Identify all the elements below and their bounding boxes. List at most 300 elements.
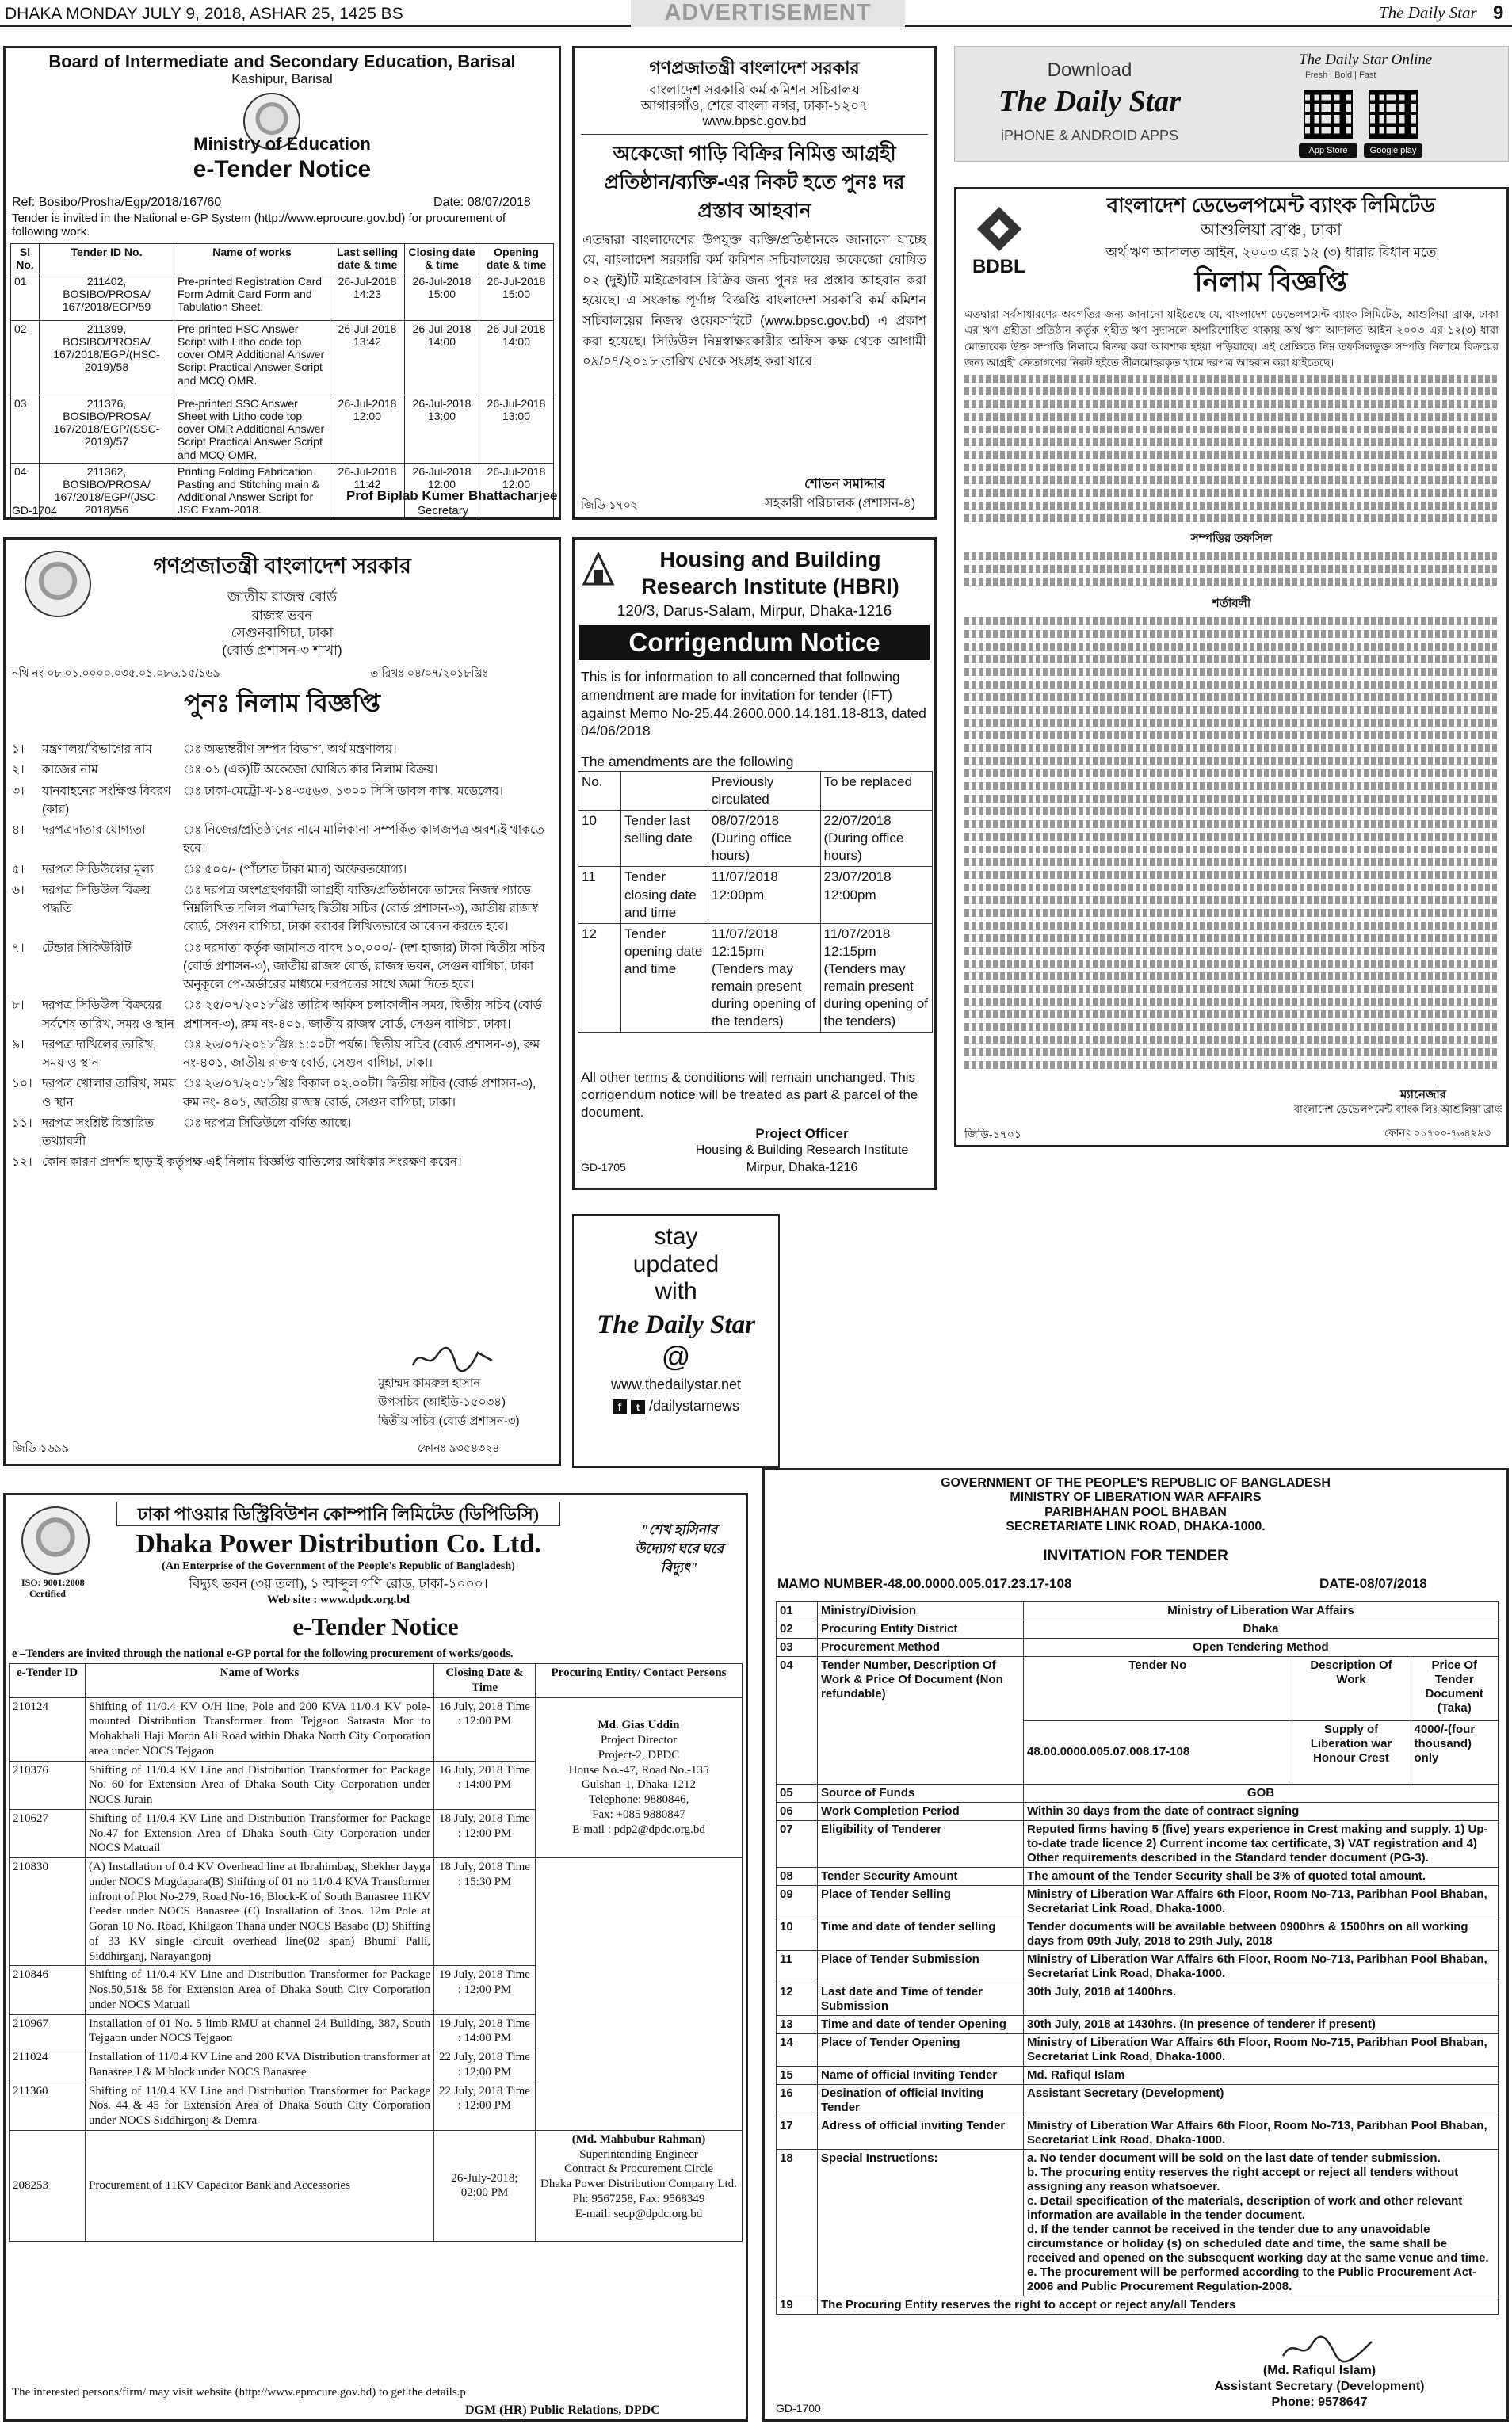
bdbl-conditions-heading: শর্তাবলী bbox=[1212, 597, 1251, 610]
cell: Ministry of Liberation War Affairs 6th Floor, Room No-713, Paribhan Pool Bhaban, Secretariat Link Road, Dhaka-1000. bbox=[1024, 1951, 1499, 1983]
molwa-date: DATE-08/07/2018 bbox=[1319, 1576, 1427, 1591]
item-no: ৬। bbox=[12, 883, 25, 897]
table-row bbox=[777, 2016, 1499, 2034]
item-value: কোন কারণ প্রদর্শন ছাড়াই কর্তৃপক্ষ এই নিলাম বিজ্ঞপ্তি বাতিলের অধিকার সংরক্ষণ করেন। bbox=[42, 1155, 462, 1170]
divider bbox=[581, 134, 928, 135]
item-no: ৫। bbox=[12, 862, 25, 876]
cell: 18 July, 2018 Time : 15:30 PM bbox=[434, 1858, 536, 1966]
masthead-brand: The Daily Star bbox=[1379, 3, 1477, 22]
hbri-amend: The amendments are the following bbox=[581, 754, 794, 769]
cell: 22 July, 2018 Time : 12:00 PM bbox=[434, 2048, 536, 2082]
bdbl-schedule-heading: সম্পত্তির তফসিল bbox=[1190, 532, 1273, 545]
nbr-dept: রাজস্ব ভবন bbox=[251, 608, 313, 623]
cell: Tender No bbox=[1024, 1657, 1292, 1720]
cell: 208253 bbox=[10, 2130, 86, 2241]
table-row bbox=[777, 1983, 1499, 2016]
item-no: ৩। bbox=[12, 784, 25, 798]
hbri-title1: Housing and Building bbox=[659, 548, 881, 571]
nbr-signer-title2: দ্বিতীয় সচিব (বোর্ড প্রশাসন-৩) bbox=[378, 1414, 520, 1428]
cell: Assistant Secretary (Development) bbox=[1024, 2085, 1499, 2117]
cell: Special Instructions: bbox=[818, 2150, 1024, 2296]
bdbl-name: বাংলাদেশ ডেভেলপমেন্ট ব্যাংক লিমিটেড bbox=[1106, 193, 1436, 217]
cell: 09 bbox=[777, 1886, 818, 1918]
cell: 26-Jul-2018 14:23 bbox=[330, 273, 405, 321]
list-item: c. Detail specification of the materials, description of work and other relevant information are available in the tender document. bbox=[1027, 2194, 1463, 2222]
cell: 22 July, 2018 Time : 12:00 PM bbox=[434, 2082, 536, 2130]
bise-date: Date: 08/07/2018 bbox=[433, 196, 531, 209]
cell: 22/07/2018 (During office hours) bbox=[820, 811, 933, 867]
list-item bbox=[12, 1114, 552, 1151]
molwa-signer: (Md. Rafiqul Islam) bbox=[1262, 2364, 1376, 2377]
list-item: d. If the tender cannot be received in the tender due to any unavoidable circumstance or holiday (s) on scheduled date and time, the same shall be received and opened on the subsequent working day at the same venue and time. bbox=[1027, 2223, 1489, 2265]
molwa-signer-title: Assistant Secretary (Development) bbox=[1214, 2380, 1425, 2393]
nbr-rows bbox=[12, 738, 552, 1174]
app-download-banner[interactable] bbox=[954, 46, 1509, 162]
nbr-org: জাতীয় রাজস্ব বোর্ড bbox=[227, 589, 338, 605]
table-row bbox=[777, 1620, 1499, 1639]
molwa-inner-table bbox=[1024, 1657, 1498, 1784]
section-title: ADVERTISEMENT bbox=[631, 0, 905, 27]
cell: 211402, BOSIBO/PROSA/ 167/2018/EGP/59 bbox=[40, 273, 174, 321]
item-value: ঃ ৫০০/- (পাঁচশত টাকা মাত্র) অফেরতযোগ্য। bbox=[183, 862, 407, 876]
cell: 30th July, 2018 at 1400hrs. bbox=[1024, 1983, 1499, 2016]
item-key: যানবাহনের সংক্ষিপ্ত বিবরণ (কার) bbox=[42, 784, 171, 816]
dpdc-etender-ad bbox=[3, 1493, 748, 2422]
cell: 11/07/2018 12:00pm bbox=[708, 867, 821, 923]
cell: Ministry of Liberation War Affairs 6th Floor, Room No-713, Paribhan Pool Bhaban, Secretariat Link Road, Dhaka-1000. bbox=[1024, 1886, 1499, 1918]
cell: 11 bbox=[578, 867, 621, 923]
cell: (A) Installation of 0.4 KV Overhead line at Ibrahimbag, Shekher Jayga under NOCS Mugdapara(B) Shifting of 01 no 11/0.4 KVA Transformer infront of Plot No-279, Road No-16, Block-K of South Banasree 11KV Feeder under NOCS Banasree (C) Installation of 3nos. 12m Pole at Goran 10 No. Road, Khilgaon Thana under NOCS Basabo (D) Shifting of 33 KV single circuit overhead line(02 span) Bhumi Palli, Siddhirganj, Narayangonj bbox=[86, 1858, 434, 1966]
cell: Shifting of 11/0.4 KV Line and Distribution Transformer for Package No.47 for Extension Area of Dhaka South City Corporation under NOCS Matuail bbox=[86, 1809, 434, 1857]
nbr-signer: মুহাম্মদ কামরুল হাসান bbox=[378, 1376, 481, 1390]
table-row bbox=[777, 1657, 1499, 1785]
bise-etender-ad bbox=[3, 46, 561, 520]
cell: Tender documents will be available between 0900hrs & 1500hrs on all working days from 09th July, 2018 to 29th July, 2018 bbox=[1024, 1918, 1499, 1951]
cell: 12 bbox=[578, 923, 621, 1033]
cell bbox=[536, 1858, 743, 2131]
cell: Within 30 days from the date of contract signing bbox=[1024, 1803, 1499, 1821]
cell: 19 July, 2018 Time : 12:00 PM bbox=[434, 1966, 536, 2014]
table-row bbox=[777, 1918, 1499, 1951]
cell: Work Completion Period bbox=[818, 1803, 1024, 1821]
cell: Installation of 11/0.4 KV Line and 200 KVA Distribution transformer at Banasree J & M block under NOCS Banasree bbox=[86, 2048, 434, 2082]
cell: Pre-printed SSC Answer Sheet with Litho code top cover OMR Additional Answer Script Practical Answer Script and MCQ OMR. bbox=[174, 395, 330, 463]
list-item bbox=[12, 1153, 552, 1171]
cell: 210376 bbox=[10, 1761, 86, 1809]
cell: Printing Folding Fabrication Pasting and Stitching main & Additional Answer Script for JSC Exam-2018. bbox=[174, 463, 330, 520]
list-item bbox=[12, 740, 552, 758]
item-value: ঃ দরদাতা কর্তৃক জামানত বাবদ ১০,০০০/- (দশ হাজার) টাকা দ্বিতীয় সচিব (বোর্ড প্রশাসন-৩), জাতীয় রাজস্ব বোর্ড, রাজস্ব ভবন, সেগুন বাগিচা, ঢাকা অনুকূলে পে-অর্ডারের মাধ্যমে দরপত্রের সাথে জমা দিতে হবে। bbox=[183, 941, 545, 991]
table-row bbox=[10, 1697, 743, 1761]
item-key: দরপত্র সংশ্লিষ্ট বিস্তারিত তথ্যাবলী bbox=[42, 1116, 155, 1148]
cell: 11 bbox=[777, 1951, 818, 1983]
cell: 11/07/2018 12:15pm (Tenders may remain present during opening of the tenders) bbox=[820, 923, 933, 1033]
table-row bbox=[578, 867, 933, 923]
bise-col-opening: Opening date & time bbox=[479, 244, 554, 273]
hbri-officer-org: Housing & Building Research Institute bbox=[695, 1143, 909, 1157]
cell: Procurement of 11KV Capacitor Bank and Accessories bbox=[86, 2130, 434, 2241]
list-item: e. The procurement will be performed according to the Public Procurement Act-2006 and Public Procurement Regulation-2008. bbox=[1027, 2266, 1477, 2293]
cell: Time and date of tender selling bbox=[818, 1918, 1024, 1951]
list-item bbox=[12, 996, 552, 1033]
item-no: ৯। bbox=[12, 1037, 25, 1052]
cell: 4000/-(four thousand) only bbox=[1411, 1720, 1498, 1784]
cell: Procurement Method bbox=[818, 1639, 1024, 1657]
list-item bbox=[12, 1075, 552, 1112]
promo-web-link[interactable]: www.thedailystar.net bbox=[610, 1376, 742, 1392]
cell: Md. Rafiqul Islam bbox=[1024, 2067, 1499, 2085]
promo-social[interactable] bbox=[574, 1398, 778, 1414]
item-no: ২। bbox=[12, 763, 25, 777]
item-value: ঃ দরপত্র সিডিউলে বর্ণিত আছে। bbox=[183, 1116, 352, 1130]
bise-table-header bbox=[11, 244, 554, 273]
cell: 30th July, 2018 at 1430hrs. (In presence of tenderer if present) bbox=[1024, 2016, 1499, 2034]
dpdc-slogan: "শেখ হাসিনার উদ্যোগ ঘরে ঘরে বিদ্যুৎ" bbox=[635, 1522, 724, 1575]
bdbl-branch: আশুলিয়া ব্রাঞ্চ, ঢাকা bbox=[1200, 221, 1342, 239]
item-value: ঃ ০১ (এক)টি অকেজো ঘোষিত কার নিলাম বিক্রয়। bbox=[183, 763, 438, 777]
cell: 08 bbox=[777, 1868, 818, 1886]
bdbl-schedule-text bbox=[964, 548, 1499, 594]
table-row bbox=[777, 2067, 1499, 2085]
table-row bbox=[11, 395, 554, 463]
item-key: টেন্ডার সিকিউরিটি bbox=[42, 941, 132, 955]
hbri-table-header bbox=[578, 772, 933, 811]
molwa-memo: MAMO NUMBER-48.00.0000.005.017.23.17-108 bbox=[777, 1576, 1072, 1591]
cell: Supply of Liberation war Honour Crest bbox=[1292, 1720, 1411, 1784]
dpdc-contact2 bbox=[536, 2130, 743, 2241]
bpsc-body: এতদ্বারা বাংলাদেশের উপযুক্ত ব্যক্তি/প্রতিষ্ঠানকে জানানো যাচ্ছে যে, বাংলাদেশ সরকারি কর্ম কমিশন সচিবালয়ের অকেজো ঘোষিত ০২ (দুই)টি মাইক্রোবাস বিক্রির জন্য পুনঃ দর প্রস্তাব আহবান করা হয়েছে। এ সংক্রান্ত পূর্ণাঙ্গ বিজ্ঞপ্তি বাংলাদেশ সরকারি কর্ম কমিশন সচিবালয়ের নিজস্ব ওয়েবসাইটে (www.bpsc.gov.bd) এ প্রকাশ করা হয়েছে। সিডিউল নিম্নস্বাক্ষরকারীর অফিস কক্ষ থেকে আগামী ০৯/০৭/২০১৮ তারিখ থেকে সংগ্রহ করা যাবে। bbox=[582, 232, 926, 369]
promo-line3: with bbox=[655, 1278, 697, 1304]
table-row bbox=[578, 923, 933, 1033]
cell bbox=[1024, 1657, 1499, 1785]
table-row bbox=[777, 2085, 1499, 2117]
molwa-ministry: MINISTRY OF LIBERATION WAR AFFAIRS bbox=[1010, 1491, 1262, 1505]
item-no: ৭। bbox=[12, 941, 25, 955]
bise-place: Kashipur, Barisal bbox=[231, 71, 333, 87]
cell: 19 July, 2018 Time : 14:00 PM bbox=[434, 2014, 536, 2048]
hbri-col-replaced: To be replaced bbox=[820, 772, 933, 811]
table-row bbox=[777, 1803, 1499, 1821]
cell: 05 bbox=[777, 1785, 818, 1803]
list-item bbox=[12, 881, 552, 937]
dateline: DHAKA MONDAY JULY 9, 2018, ASHAR 25, 1425 BS bbox=[5, 5, 403, 23]
online-brand: The Daily Star Online bbox=[1299, 52, 1433, 68]
item-key: দরপত্র খোলার তারিখ, সময় ও স্থান bbox=[42, 1077, 176, 1109]
item-key: দরপত্র সিডিউলের মূল্য bbox=[42, 862, 154, 876]
download-label: Download bbox=[1047, 59, 1132, 81]
item-key: দরপত্র সিডিউল বিক্রয় পদ্ধতি bbox=[42, 883, 151, 915]
cell: Ministry of Liberation War Affairs 6th Floor, Room No-713, Paribhan Pool Bhaban, Secretariat Link Road, Dhaka-1000. bbox=[1024, 2117, 1499, 2150]
bise-col-sl: Sl No. bbox=[11, 244, 40, 273]
bdbl-manager-org: বাংলাদেশ ডেভেলপমেন্ট ব্যাংক লিঃ আশুলিয়া ব্রাঞ্চ bbox=[1293, 1103, 1503, 1115]
cell: Open Tendering Method bbox=[1024, 1639, 1499, 1657]
table-row bbox=[1024, 1657, 1498, 1720]
promo-line2: updated bbox=[632, 1250, 720, 1277]
dpdc-dgm: DGM (HR) Public Relations, DPDC bbox=[465, 2403, 660, 2417]
contact-line: E-mail : pdp2@dpdc.org.bd bbox=[572, 1823, 705, 1836]
bpsc-web: www.bpsc.gov.bd bbox=[702, 113, 807, 129]
table-row bbox=[777, 2150, 1499, 2296]
item-key: দরপত্র দাখিলের তারিখ, সময় ও স্থান bbox=[42, 1037, 157, 1070]
dpdc-col-id: e-Tender ID bbox=[10, 1664, 86, 1698]
contact-line: Md. Gias Uddin bbox=[598, 1719, 680, 1732]
molwa-special-instructions bbox=[1024, 2150, 1499, 2296]
bpsc-gd: জিডি-১৭০২ bbox=[581, 498, 638, 511]
item-no: ১১। bbox=[12, 1116, 32, 1130]
cell: 48.00.0000.005.07.008.17-108 bbox=[1024, 1720, 1292, 1784]
dpdc-table-header bbox=[10, 1664, 743, 1698]
cell: 12 bbox=[777, 1983, 818, 2016]
bdbl-body: এতদ্বারা সর্বসাধারণের অবগতির জন্য জানানো যাইতেছে যে, বাংলাদেশ ডেভেলপমেন্ট ব্যাংক লিমিটেড, আশুলিয়া ব্রাঞ্চ, ঢাকা এর ঋণ গ্রহীতা প্রতিষ্ঠান কর্তৃক গৃহীত ঋণ সুদাসলে অপরিশোধিত থাকায় অর্থ ঋণ আদালত আইন ২০০৩ এর ১২(৩) ধারা মোতাবেক উক্ত সম্পত্তি নিলামে বিক্রয় করা আবশ্যক হইয়া পড়িয়াছে। এই প্রেক্ষিতে নিম্ন তফসিলভুক্ত সম্পত্তি নিলামে বিক্রয়ের জন্য আগ্রহী ক্রেতাগণের নিকট হইতে সীলমোহরকৃত খামে দরপত্র আহবান করা যাইতেছে। bbox=[964, 308, 1499, 368]
bise-table bbox=[10, 243, 554, 520]
molwa-road: SECRETARIATE LINK ROAD, DHAKA-1000. bbox=[1006, 1520, 1266, 1534]
contact-line: Contract & Procurement Circle bbox=[564, 2163, 713, 2176]
hbri-banner: Corrigendum Notice bbox=[579, 625, 930, 660]
item-value: ঃ ২৫/০৭/২০১৮খ্রিঃ তারিখ অফিস চলাকালীন সময়, দ্বিতীয় সচিব (বোর্ড প্রশাসন-৩), রুম নং-৪০১, জাতীয় রাজস্ব বোর্ড, সেগুন বাগিচা, ঢাকা। bbox=[183, 998, 543, 1031]
nbr-signature-icon bbox=[410, 1343, 497, 1373]
nbr-gd: জিডি-১৬৯৯ bbox=[12, 1441, 69, 1454]
promo-at: @ bbox=[661, 1340, 691, 1373]
table-row bbox=[777, 1602, 1499, 1620]
cell: 211362, BOSIBO/PROSA/ 167/2018/EGP/(JSC-2018)/56 bbox=[40, 463, 174, 520]
cell: GOB bbox=[1024, 1785, 1499, 1803]
cell: 26-Jul-2018 14:00 bbox=[405, 321, 479, 395]
item-value: ঃ ২৬/০৭/২০১৮খ্রিঃ বিকাল ০২.০০টা। দ্বিতীয় সচিব (বোর্ড প্রশাসন-৩), রুম নং- ৪০১, জাতীয় রাজস্ব বোর্ড, সেগুন বাগিচা, ঢাকা। bbox=[183, 1077, 536, 1109]
google-play-button[interactable]: Google play bbox=[1364, 143, 1422, 158]
cell: 211360 bbox=[10, 2082, 86, 2130]
cell: Shifting of 11/0.4 KV Line and Distribution Transformer for Package Nos. 44 & 45 for Extension Area of Dhaka South City Corporation under NOCS Siddhirgonj & Demra bbox=[86, 2082, 434, 2130]
cell: 13 bbox=[777, 2016, 818, 2034]
cell: Ministry/Division bbox=[818, 1602, 1024, 1620]
cell: 11/07/2018 12:15pm (Tenders may remain present during opening of the tenders) bbox=[708, 923, 821, 1033]
cell: Place of Tender Selling bbox=[818, 1886, 1024, 1918]
cell: 01 bbox=[11, 273, 40, 321]
item-value: ঃ নিজের/প্রতিষ্ঠানের নামে মালিকানা সম্পর্কিত কাগজপত্র অবশ্যই থাকতে হবে। bbox=[183, 823, 544, 856]
nbr-phone: ফোনঃ ৯৩৫৪৩২৪ bbox=[418, 1441, 500, 1454]
cell: Eligibility of Tenderer bbox=[818, 1821, 1024, 1868]
item-no: ৪। bbox=[12, 823, 25, 837]
cell: 19 bbox=[777, 2296, 818, 2315]
item-no: ১। bbox=[12, 742, 25, 756]
nbr-gov: গণপ্রজাতন্ত্রী বাংলাদেশ সরকার bbox=[153, 554, 411, 578]
cell: 210846 bbox=[10, 1966, 86, 2014]
nbr-section: (বোর্ড প্রশাসন-৩ শাখা) bbox=[222, 643, 342, 658]
list-item bbox=[12, 821, 552, 858]
cell: 23/07/2018 12:00pm bbox=[820, 867, 933, 923]
table-row bbox=[777, 2117, 1499, 2150]
nbr-title: পুনঃ নিলাম বিজ্ঞপ্তি bbox=[184, 689, 380, 717]
contact-line: Project-2, DPDC bbox=[598, 1748, 680, 1762]
cell: 26-July-2018; 02:00 PM bbox=[434, 2130, 536, 2241]
table-row bbox=[777, 1821, 1499, 1868]
bdbl-phone: ফোনঃ ০১৭০০-৭৬৪২৯৩ bbox=[1384, 1127, 1491, 1139]
bdbl-body-fine-print bbox=[964, 370, 1499, 529]
cell: Tender last selling date bbox=[621, 811, 708, 867]
dpdc-web: Web site : www.dpdc.org.bd bbox=[266, 1594, 410, 1606]
table-row bbox=[777, 1886, 1499, 1918]
molwa-signature-icon bbox=[1280, 2335, 1375, 2364]
bdbl-logo-icon bbox=[976, 205, 1023, 253]
cell: 26-Jul-2018 14:00 bbox=[479, 321, 554, 395]
bise-col-works: Name of works bbox=[174, 244, 330, 273]
hbri-col-item bbox=[621, 772, 708, 811]
hbri-addr: 120/3, Darus-Salam, Mirpur, Dhaka-1216 bbox=[617, 603, 892, 620]
bise-notice-title: e-Tender Notice bbox=[193, 156, 372, 182]
bdbl-auction-ad bbox=[954, 187, 1509, 1147]
bpsc-vehicle-sale-ad bbox=[572, 46, 937, 520]
cell: 210627 bbox=[10, 1809, 86, 1857]
bise-col-selling: Last selling date & time bbox=[330, 244, 405, 273]
dpdc-certified: Certified bbox=[29, 1588, 66, 1599]
cell: 18 bbox=[777, 2150, 818, 2296]
cell: 26-Jul-2018 13:42 bbox=[330, 321, 405, 395]
cell: Time and date of tender Opening bbox=[818, 2016, 1024, 2034]
hbri-footer: All other terms & conditions will remain unchanged. This corrigendum notice will be treated as part & parcel of the document. bbox=[581, 1070, 918, 1120]
app-store-button[interactable]: App Store bbox=[1299, 143, 1357, 158]
list-item bbox=[12, 939, 552, 994]
bpsc-signer-title: সহকারী পরিচালক (প্রশাসন-৪) bbox=[765, 497, 916, 510]
page-header bbox=[0, 0, 1512, 27]
cell: Desination of official Inviting Tender bbox=[818, 2085, 1024, 2117]
cell: 01 bbox=[777, 1602, 818, 1620]
list-item: a. No tender document will be sold on the last date of tender submission. bbox=[1027, 2151, 1441, 2165]
cell: Tender Security Amount bbox=[818, 1868, 1024, 1886]
item-no: ১২। bbox=[12, 1155, 32, 1170]
cell: 26-Jul-2018 11:42 bbox=[330, 463, 405, 520]
cell: 26-Jul-2018 15:00 bbox=[479, 273, 554, 321]
cell: 16 July, 2018 Time : 14:00 PM bbox=[434, 1761, 536, 1809]
molwa-table bbox=[776, 1601, 1499, 2315]
cell: Shifting of 11/0.4 KV O/H line, Pole and 200 KVA 11/0.4 KV pole-mounted Distribution Transformer from Tejgaon Satrasta Mor to Mohakhali Haji Moron Ali Road within Dhaka North City Corporation area under NOCS Tejgaon bbox=[86, 1697, 434, 1761]
bise-gd: GD-1704 bbox=[12, 504, 57, 517]
table-row bbox=[11, 321, 554, 395]
table-row bbox=[777, 2296, 1499, 2315]
cell: Shifting of 11/0.4 KV Line and Distribution Transformer for Package Nos.50,51& 58 for Extension Area of Dhaka South City Corporation under NOCS Matuail bbox=[86, 1966, 434, 2014]
bise-ref: Ref: Bosibo/Prosha/Egp/2018/167/60 bbox=[12, 196, 222, 209]
cell: Pre-printed Registration Card Form Admit Card Form and Tabulation Sheet. bbox=[174, 273, 330, 321]
qr-code-icon bbox=[1369, 90, 1418, 139]
item-value: ঃ ২৬/০৭/২০১৮খ্রিঃ ১:০০টা পর্যন্ত। দ্বিতীয় সচিব (বোর্ড প্রশাসন-৩), রুম নং-৪০১, জাতীয় রাজস্ব বোর্ড, সেগুন বাগিচা, ঢাকা। bbox=[183, 1037, 540, 1070]
cell: Tender opening date and time bbox=[621, 923, 708, 1033]
dpdc-col-works: Name of Works bbox=[86, 1664, 434, 1698]
bise-col-closing: Closing date & time bbox=[405, 244, 479, 273]
cell: Tender Number, Description Of Work & Price Of Document (Non refundable) bbox=[818, 1657, 1024, 1785]
molwa-bhaban: PARIBHAHAN POOL BHABAN bbox=[1044, 1505, 1227, 1519]
dpdc-sub: (An Enterprise of the Government of the People's Republic of Bangladesh) bbox=[162, 1560, 515, 1572]
cell: Ministry of Liberation War Affairs bbox=[1024, 1602, 1499, 1620]
cell: 16 July, 2018 Time : 12:00 PM bbox=[434, 1697, 536, 1761]
stay-updated-promo[interactable] bbox=[572, 1214, 780, 1468]
table-row bbox=[777, 1785, 1499, 1803]
bpsc-signer: শোভন সমাদ্দার bbox=[804, 476, 885, 491]
cell: 210967 bbox=[10, 2014, 86, 2048]
hbri-col-previous: Previously circulated bbox=[708, 772, 821, 811]
promo-social-handle: /dailystarnews bbox=[648, 1397, 740, 1414]
cell: 210124 bbox=[10, 1697, 86, 1761]
dpdc-name: Dhaka Power Distribution Co. Ltd. bbox=[136, 1529, 541, 1559]
table-row bbox=[10, 1858, 743, 1966]
table-row bbox=[777, 1868, 1499, 1886]
hbri-table bbox=[578, 771, 933, 1033]
cell: 26-Jul-2018 13:00 bbox=[479, 395, 554, 463]
cell: 17 bbox=[777, 2117, 818, 2150]
twitter-icon: t bbox=[631, 1400, 645, 1414]
promo-line1: stay bbox=[654, 1223, 698, 1250]
dpdc-logo bbox=[21, 1506, 90, 1575]
bpsc-addr: আগারগাঁও, শেরে বাংলা নগর, ঢাকা-১২০৭ bbox=[640, 97, 869, 113]
cell: Last date and Time of tender Submission bbox=[818, 1983, 1024, 2016]
bdbl-conditions-text bbox=[964, 613, 1499, 1088]
cell: 26-Jul-2018 12:00 bbox=[405, 463, 479, 520]
dpdc-notice: e-Tender Notice bbox=[292, 1613, 459, 1640]
dpdc-table bbox=[9, 1663, 743, 2242]
cell: The amount of the Tender Security shall be 3% of quoted total amount. bbox=[1024, 1868, 1499, 1886]
bise-ministry: Ministry of Education bbox=[193, 134, 371, 154]
dpdc-intro: e –Tenders are invited through the national e-GP portal for the following procurement of works/goods. bbox=[12, 1647, 514, 1660]
cell: Source of Funds bbox=[818, 1785, 1024, 1803]
table-row bbox=[11, 273, 554, 321]
cell: 08/07/2018 (During office hours) bbox=[708, 811, 821, 867]
cell: Dhaka bbox=[1024, 1620, 1499, 1639]
bdbl-gd: জিডি-১৭০১ bbox=[964, 1128, 1021, 1140]
cell: 26-Jul-2018 12:00 bbox=[330, 395, 405, 463]
contact-line: House No.-47, Road No.-135 bbox=[568, 1763, 709, 1777]
bdbl-law: অর্থ ঋণ আদালত আইন, ২০০৩ এর ১২ (৩) ধারার বিধান মতে bbox=[1105, 245, 1437, 260]
cell: 10 bbox=[777, 1918, 818, 1951]
contact-line: Fax: +085 9880847 bbox=[592, 1808, 685, 1821]
cell: 02 bbox=[11, 321, 40, 395]
list-item bbox=[12, 782, 552, 819]
bise-title: Board of Intermediate and Secondary Education, Barisal bbox=[48, 52, 516, 71]
table-row bbox=[777, 1951, 1499, 1983]
item-key: দরপত্রদাতার যোগ্যতা bbox=[42, 823, 146, 837]
dpdc-iso: ISO: 9001:2008 bbox=[21, 1577, 85, 1588]
molwa-tender-ad bbox=[762, 1468, 1509, 2422]
bise-signer: Prof Biplab Kumer Bhattacharjee bbox=[346, 488, 558, 503]
molwa-gd: GD-1700 bbox=[776, 2402, 821, 2414]
hbri-title2: Research Institute (HBRI) bbox=[641, 575, 899, 598]
dpdc-bn-name: ঢাকা পাওয়ার ডিস্ট্রিবিউশন কোম্পানি লিমিটেড (ডিপিডিসি) bbox=[116, 1502, 560, 1526]
cell: Reputed firms having 5 (five) years experience in Crest making and supply. 1) Up-to-date trade licence 2) Current income tax certificate, 3) VAT registration and 4) Other requirements described in the Standard tender document (PG-3). bbox=[1024, 1821, 1499, 1868]
bise-signer-title: Secretary bbox=[418, 504, 469, 517]
cell: Ministry of Liberation War Affairs 6th Floor, Room No-715, Paribhan Pool Bhaban, Secretariat Link Road, Dhaka-1000. bbox=[1024, 2034, 1499, 2067]
cell: Price Of Tender Document (Taka) bbox=[1411, 1657, 1498, 1720]
cell: Place of Tender Opening bbox=[818, 2034, 1024, 2067]
contact-line: Project Director bbox=[600, 1734, 678, 1746]
hbri-officer: Project Officer bbox=[755, 1126, 849, 1141]
item-no: ৮। bbox=[12, 998, 25, 1013]
table-row bbox=[777, 2034, 1499, 2067]
table-row bbox=[10, 2130, 743, 2241]
item-value: ঃ অভ্যন্তরীণ সম্পদ বিভাগ, অর্থ মন্ত্রণালয়। bbox=[183, 742, 397, 756]
cell: 10 bbox=[578, 811, 621, 867]
list-item bbox=[12, 861, 552, 879]
nbr-auction-ad bbox=[3, 537, 561, 1466]
nbr-memo: নথি নং-০৮.০১.০০০০.০৩৫.০১.০৮৬.১৫/১৬৯ bbox=[12, 666, 220, 679]
cell: Name of official Inviting Tender bbox=[818, 2067, 1024, 2085]
hbri-corrigendum-ad bbox=[572, 537, 937, 1190]
cell: Procuring Entity District bbox=[818, 1620, 1024, 1639]
item-key: কাজের নাম bbox=[42, 763, 98, 777]
item-key: মন্ত্রণালয়/বিভাগের নাম bbox=[42, 742, 152, 756]
app-platforms: iPHONE & ANDROID APPS bbox=[1000, 128, 1179, 143]
hbri-col-no: No. bbox=[578, 772, 621, 811]
cell: 03 bbox=[11, 395, 40, 463]
contact-line: Gulshan-1, Dhaka-1212 bbox=[581, 1778, 697, 1792]
cell: 210830 bbox=[10, 1858, 86, 1966]
nbr-signer-title1: উপসচিব (আইডি-১৫০৩৪) bbox=[378, 1395, 506, 1409]
molwa-phone: Phone: 9578647 bbox=[1271, 2395, 1368, 2409]
